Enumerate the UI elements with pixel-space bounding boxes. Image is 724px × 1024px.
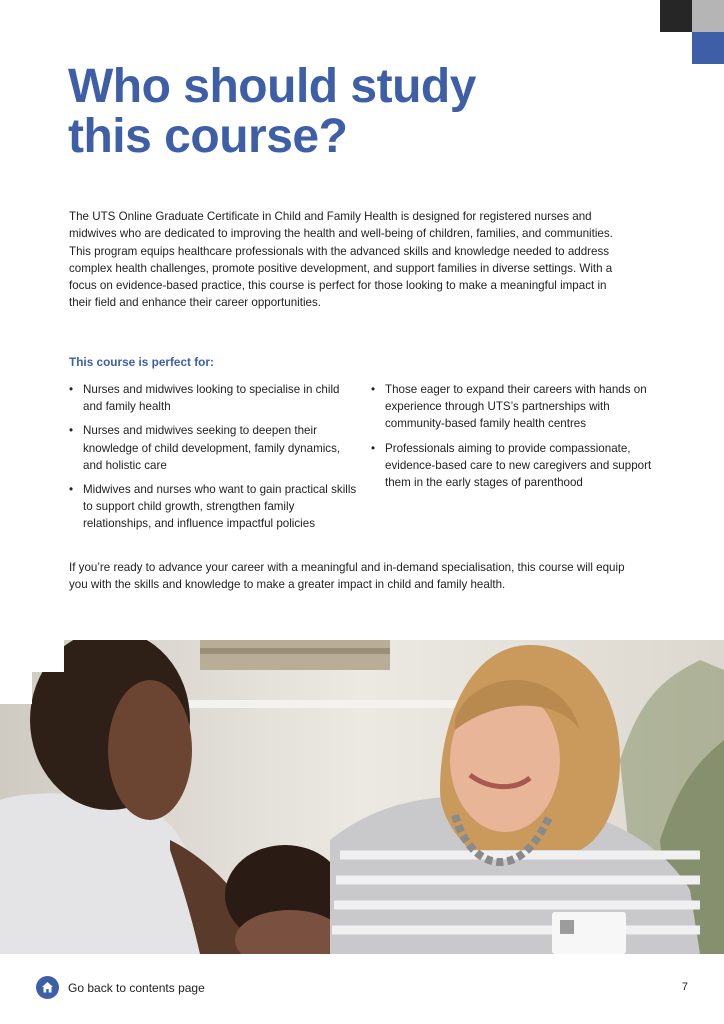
list-item-text: Professionals aiming to provide compassionate, evidence-based care to new caregivers and support them in the early stages of parenthood <box>385 441 652 490</box>
footer <box>0 954 724 1024</box>
list-item-text: Those eager to expand their careers with hands on experience through UTS’s partnerships with community-based family health centres <box>385 383 647 431</box>
bullet-icon: • <box>371 441 376 455</box>
bullet-list-right <box>371 381 661 498</box>
intro-paragraph: The UTS Online Graduate Certificate in Child and Family Health is designed for registered nurses and midwives who are dedicated to improving the health and well-being of children, families, and communities. This program equips healthcare professionals with the advanced skills and knowledge needed to address complex health challenges, promote positive development, and support families in diverse settings. With a focus on evidence-based practice, this course is perfect for those looking to make a meaningful impact in their field and enhance their career opportunities. <box>69 210 613 310</box>
page-title <box>68 62 588 162</box>
page-number: 7 <box>681 981 688 993</box>
list-item-text: Nurses and midwives seeking to deepen their knowledge of child development, family dynamics, and holistic care <box>83 424 341 472</box>
list-item <box>69 422 359 474</box>
photo-illustration <box>0 640 724 954</box>
list-item-text: Midwives and nurses who want to gain practical skills to support child growth, strengthen family relationships, and influence impactful policies <box>83 483 357 531</box>
dark-square <box>660 0 692 32</box>
list-item <box>69 481 359 533</box>
home-icon[interactable] <box>36 976 59 999</box>
back-to-contents-link[interactable]: Go back to contents page <box>68 981 205 995</box>
bullet-icon: • <box>69 383 74 396</box>
closing-paragraph: If you’re ready to advance your career with a meaningful and in-demand specialisation, this course will equip you with the skills and knowledge to make a greater impact in child and family health. <box>69 561 625 592</box>
list-item <box>69 381 359 415</box>
grey-square <box>692 0 724 32</box>
list-item <box>371 381 661 433</box>
perfect-for-heading: This course is perfect for: <box>69 355 214 369</box>
bullet-icon: • <box>371 383 376 396</box>
page-title-line-1: Who should study <box>68 60 476 113</box>
bullet-list-left <box>69 381 359 540</box>
page-title-line-2: this course? <box>68 110 348 163</box>
blue-square <box>692 32 724 64</box>
corner-decoration <box>660 0 724 64</box>
bullet-icon: • <box>69 483 74 497</box>
list-item <box>371 440 661 492</box>
list-item-text: Nurses and midwives looking to specialise in child and family health <box>83 383 340 414</box>
photo-corner-notch <box>0 672 32 704</box>
photo-corner-notch <box>0 640 64 672</box>
home-icon-glyph <box>41 981 54 994</box>
bullet-icon: • <box>69 424 74 438</box>
photo-nurse-with-mother-and-baby <box>0 640 724 954</box>
